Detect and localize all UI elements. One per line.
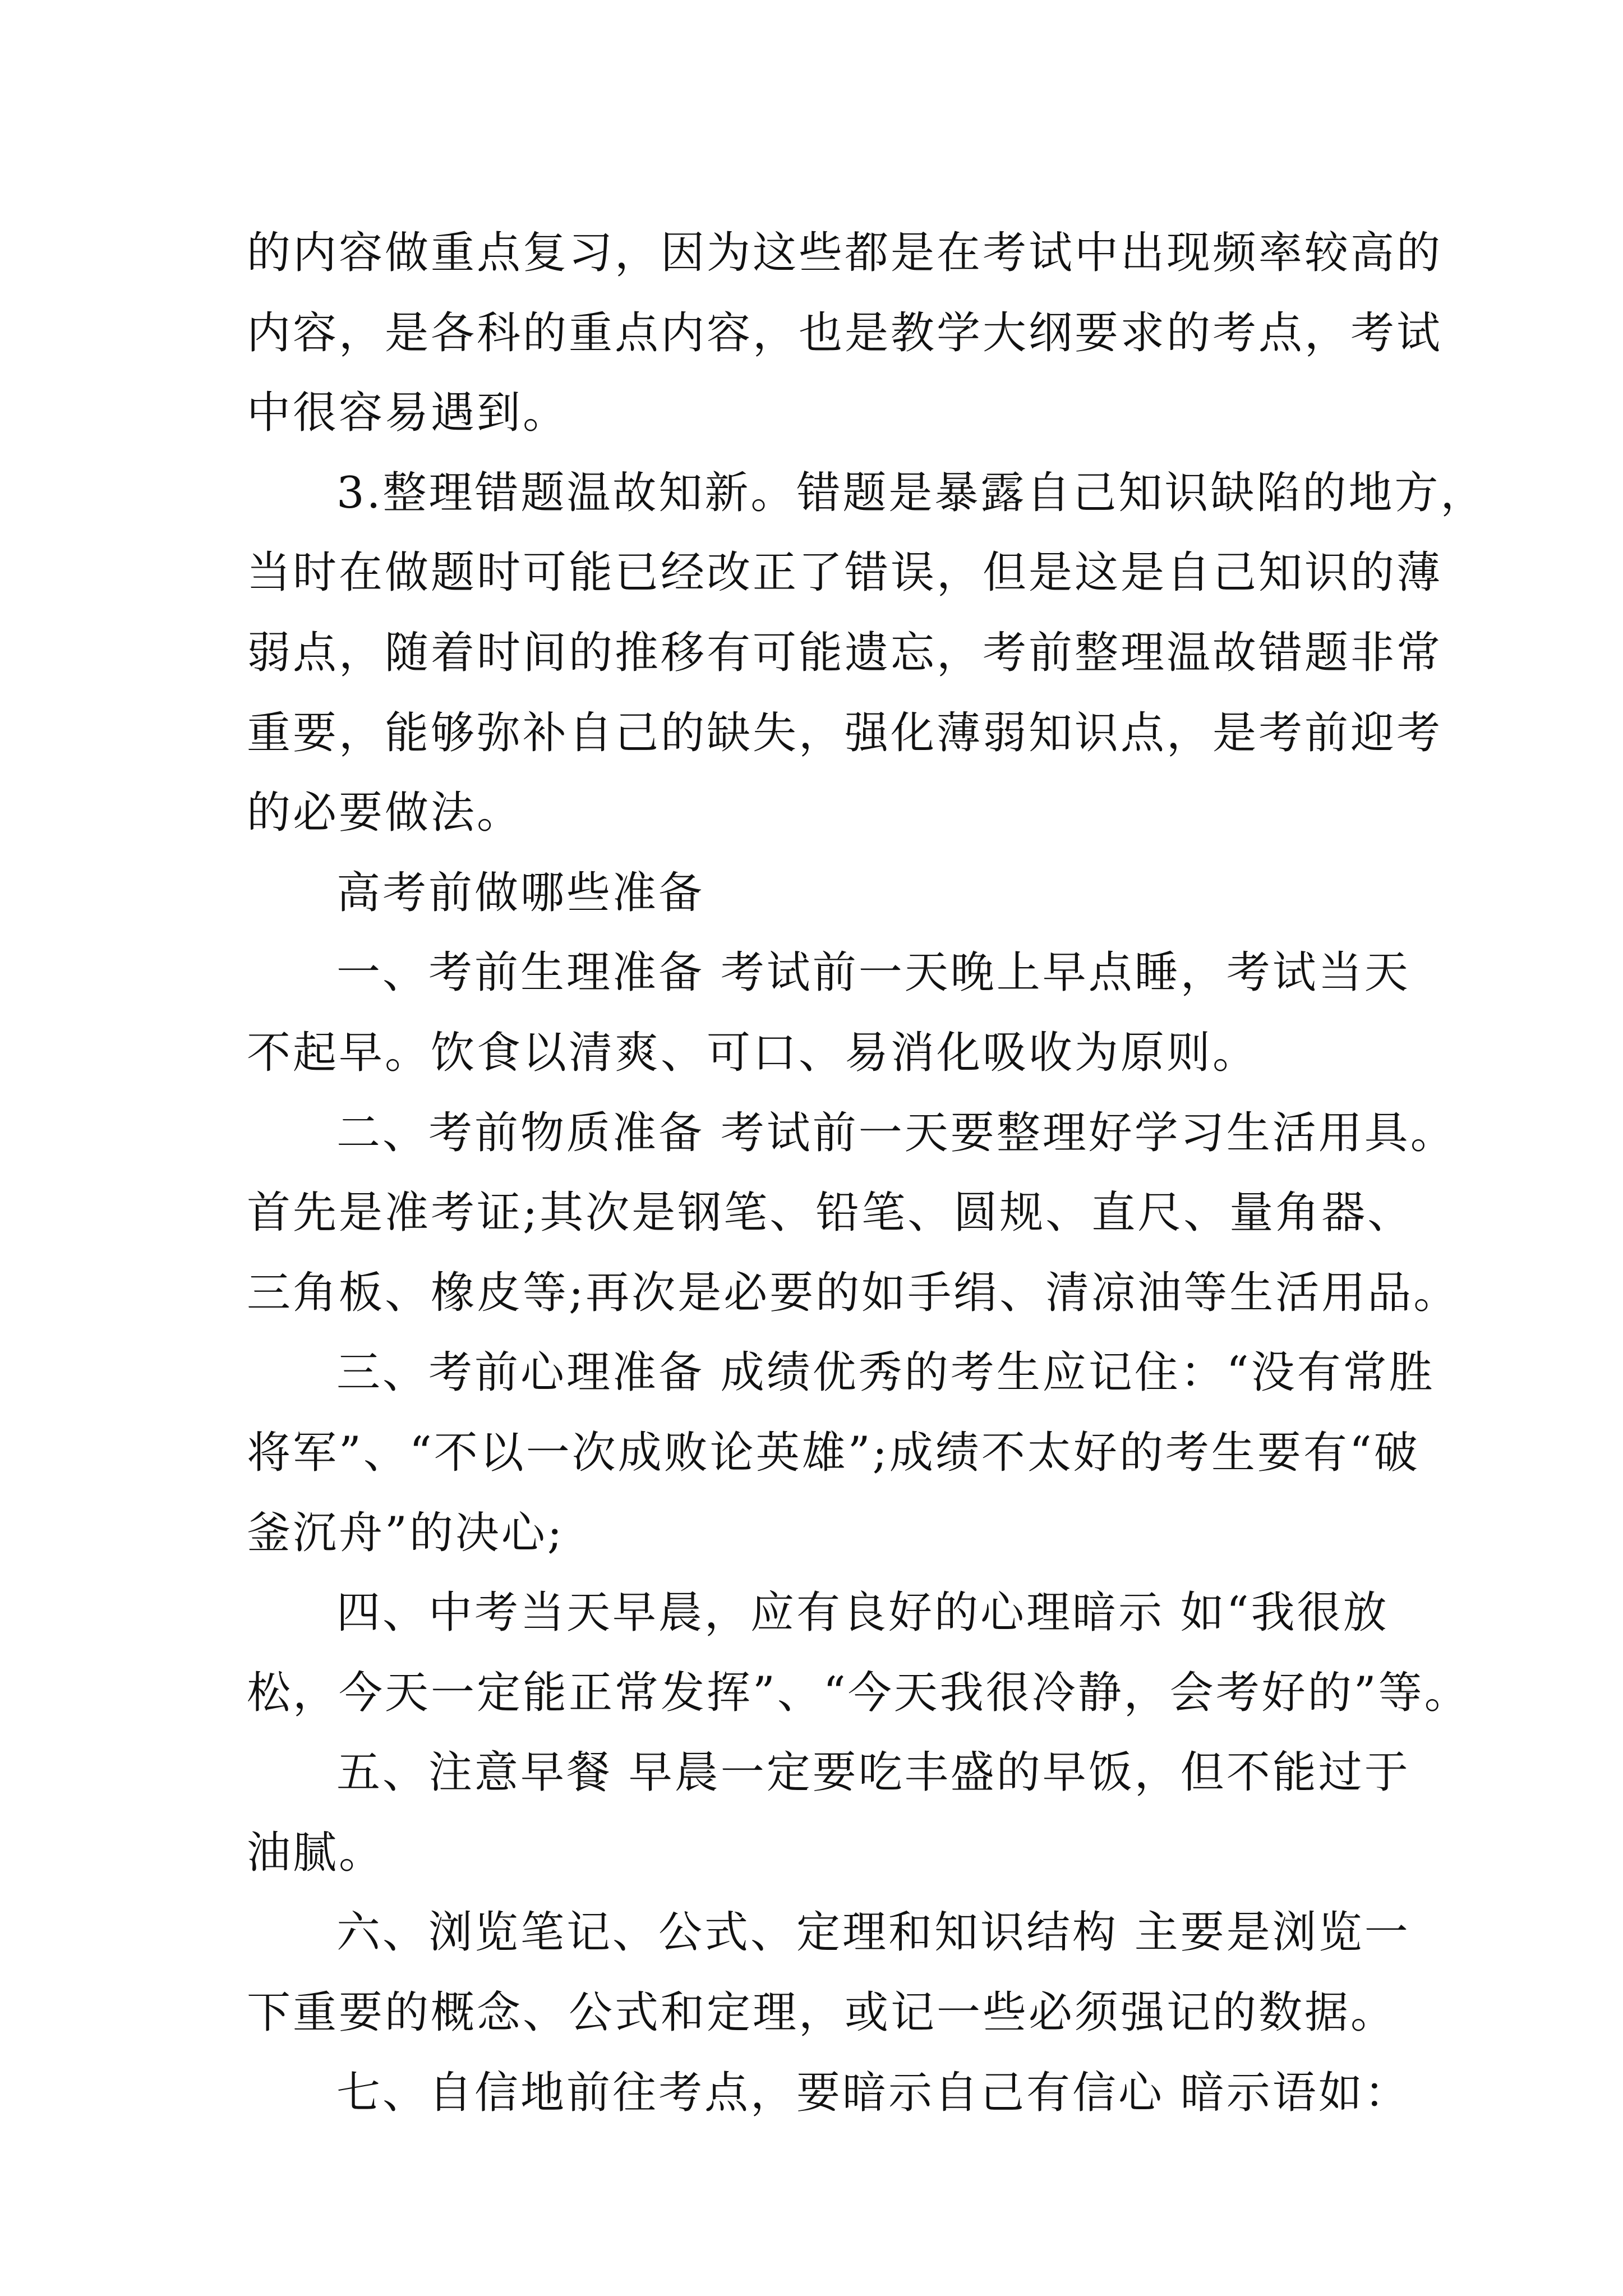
document-body	[247, 213, 1487, 2133]
text-line: 油腻。	[247, 1827, 385, 1878]
text-line: 下重要的概念、公式和定理，或记一些必须强记的数据。	[247, 1987, 1397, 2039]
text-line: 首先是准考证;其次是钢笔、铅笔、圆规、直尺、量角器、	[247, 1188, 1414, 1239]
text-line: 七、自信地前往考点，要暗示自己有信心 暗示语如：	[336, 2067, 1410, 2118]
text-line: 3.整理错题温故知新。错题是暴露自己知识缺陷的地方，	[336, 467, 1487, 518]
text-line: 的必要做法。	[247, 788, 523, 839]
text-line: 三、考前心理准备 成绩优秀的考生应记住：“没有常胜	[336, 1347, 1435, 1398]
text-line: 一、考前生理准备 考试前一天晚上早点睡，考试当天	[336, 947, 1410, 999]
text-line: 不起早。饮食以清爽、可口、易消化吸收为原则。	[247, 1027, 1259, 1078]
text-line: 的内容做重点复习，因为这些都是在考试中出现频率较高的	[247, 228, 1443, 278]
text-line: 四、中考当天早晨，应有良好的心理暗示 如“我很放	[336, 1588, 1389, 1639]
section-heading: 高考前做哪些准备	[336, 867, 705, 918]
text-line: 内容，是各科的重点内容，也是教学大纲要求的考点，考试	[247, 307, 1443, 358]
text-line: 中很容易遇到。	[247, 388, 569, 439]
text-line: 将军”、“不以一次成败论英雄”;成绩不太好的考生要有“破	[247, 1427, 1420, 1478]
text-line: 釜沉舟”的决心;	[247, 1507, 565, 1558]
text-line: 五、注意早餐 早晨一定要吃丰盛的早饭，但不能过于	[336, 1747, 1410, 1798]
text-line: 弱点，随着时间的推移有可能遗忘，考前整理温故错题非常	[247, 627, 1443, 678]
text-line: 松，今天一定能正常发挥”、“今天我很冷静，会考好的”等。	[247, 1667, 1470, 1718]
text-line: 二、考前物质准备 考试前一天要整理好学习生活用具。	[336, 1107, 1456, 1158]
text-line: 三角板、橡皮等;再次是必要的如手绢、清凉油等生活用品。	[247, 1267, 1460, 1318]
text-line: 当时在做题时可能已经改正了错误，但是这是自己知识的薄	[247, 547, 1443, 599]
text-line: 重要，能够弥补自己的缺失，强化薄弱知识点，是考前迎考	[247, 707, 1443, 758]
text-line: 六、浏览笔记、公式、定理和知识结构 主要是浏览一	[336, 1907, 1410, 1958]
